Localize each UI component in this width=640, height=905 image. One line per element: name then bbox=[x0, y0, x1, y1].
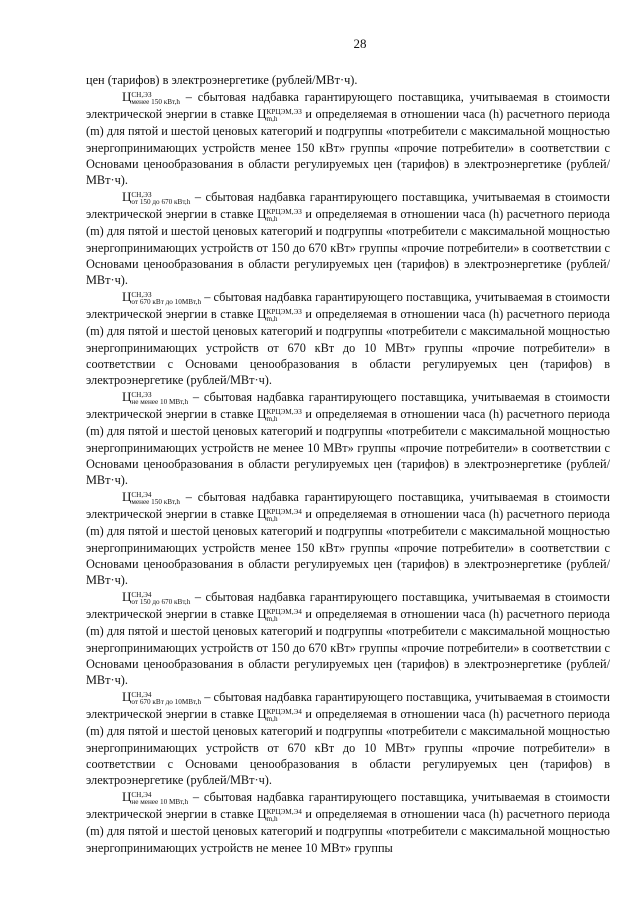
symbol-subscript: m,h bbox=[266, 315, 278, 324]
power-range: менее 150 кВт bbox=[260, 140, 339, 155]
tail-text: » группы «прочие потребители» в соответствии с Основами ценообразования в области регулируемых цен (тарифов) в электроэнергетике (рублей/МВт·ч). bbox=[86, 140, 610, 187]
symbol-letter: Ц bbox=[122, 689, 132, 705]
markup-symbol bbox=[122, 789, 189, 807]
symbol-letter: Ц bbox=[257, 506, 267, 522]
symbol-subscript: от 670 кВт до 10МВт,h bbox=[131, 698, 202, 707]
symbol-indices bbox=[131, 792, 188, 806]
symbol-letter: Ц bbox=[257, 706, 267, 722]
description-text: – сбытовая надбавка гарантирующего поставщика, учитываемая в стоимости электрической энергии в ставке bbox=[86, 290, 610, 322]
description-text: – сбытовая надбавка гарантирующего поставщика, учитываемая в стоимости электрической энергии в ставке bbox=[86, 590, 610, 622]
markup-symbol bbox=[122, 689, 202, 707]
tail-text: » группы «прочие потребители» в соответствии с Основами ценообразования в области регулируемых цен (тарифов) в электроэнергетике (рублей/МВт·ч). bbox=[86, 540, 610, 587]
symbol-subscript: m,h bbox=[266, 715, 278, 724]
symbol-subscript: m,h bbox=[266, 115, 278, 124]
symbol-subscript: m,h bbox=[266, 815, 278, 824]
description-text: – сбытовая надбавка гарантирующего поставщика, учитываемая в стоимости электрической энергии в ставке bbox=[86, 490, 610, 522]
symbol-indices bbox=[267, 209, 302, 223]
symbol-superscript: КРЦЭМ,ЭЗ bbox=[266, 208, 302, 217]
symbol-subscript: не менее 10 МВт,h bbox=[131, 398, 189, 407]
symbol-indices bbox=[131, 692, 201, 706]
rate-symbol bbox=[257, 606, 302, 624]
symbol-letter: Ц bbox=[257, 406, 267, 422]
symbol-letter: Ц bbox=[257, 806, 267, 822]
tail-text: » группы «прочие потребители» в соответствии с Основами ценообразования в области регулируемых цен (тарифов) в электроэнергетике (рублей/МВт·ч). bbox=[86, 640, 610, 687]
symbol-superscript: СН,ЭЗ bbox=[131, 91, 152, 100]
symbol-superscript: КРЦЭМ,ЭЗ bbox=[266, 408, 302, 417]
markup-symbol bbox=[122, 489, 181, 507]
rate-symbol bbox=[257, 106, 302, 124]
tariff-paragraph bbox=[86, 189, 610, 288]
rate-symbol bbox=[257, 306, 302, 324]
symbol-superscript: КРЦЭМ,Э4 bbox=[266, 608, 302, 617]
symbol-subscript: от 670 кВт до 10МВт,h bbox=[131, 298, 202, 307]
tariff-paragraph bbox=[86, 89, 610, 188]
tariff-paragraph bbox=[86, 789, 610, 855]
power-range: от 150 до 670 кВт bbox=[256, 640, 350, 655]
symbol-superscript: СН,Э4 bbox=[131, 691, 152, 700]
rate-symbol bbox=[257, 506, 302, 524]
determined-text: и определяемая в отношении часа (h) расчетного периода (m) для пятой и шестой ценовых категорий и подгруппы «потребители с максимальной мощностью энергопринимающих устройств bbox=[86, 407, 610, 455]
symbol-indices bbox=[131, 492, 180, 506]
symbol-superscript: СН,ЭЗ bbox=[131, 291, 152, 300]
determined-text: и определяемая в отношении часа (h) расчетного периода (m) для пятой и шестой ценовых категорий и подгруппы «потребители с максимальной мощностью энергопринимающих устройств bbox=[86, 807, 610, 855]
symbol-superscript: СН,Э4 bbox=[131, 791, 152, 800]
symbol-indices bbox=[131, 392, 188, 406]
tariff-paragraph bbox=[86, 489, 610, 588]
tail-text: » группы «прочие потребители» в соответствии с Основами ценообразования в области регулируемых цен (тарифов) в электроэнергетике (рублей/МВт·ч). bbox=[86, 340, 610, 387]
symbol-indices bbox=[267, 309, 302, 323]
determined-text: и определяемая в отношении часа (h) расчетного периода (m) для пятой и шестой ценовых категорий и подгруппы «потребители с максимальной мощностью энергопринимающих устройств bbox=[86, 707, 610, 755]
symbol-letter: Ц bbox=[122, 589, 132, 605]
symbol-letter: Ц bbox=[257, 206, 267, 222]
symbol-letter: Ц bbox=[257, 106, 267, 122]
determined-text: и определяемая в отношении часа (h) расчетного периода (m) для пятой и шестой ценовых категорий и подгруппы «потребители с максимальной мощностью энергопринимающих устройств bbox=[86, 107, 610, 155]
markup-symbol bbox=[122, 189, 191, 207]
power-range: менее 150 кВт bbox=[260, 540, 339, 555]
tariff-paragraph bbox=[86, 589, 610, 688]
symbol-subscript: от 150 до 670 кВт,h bbox=[131, 198, 191, 207]
symbol-subscript: m,h bbox=[266, 415, 278, 424]
power-range: не менее 10 МВт bbox=[256, 840, 345, 855]
symbol-indices bbox=[131, 192, 190, 206]
tail-text: » группы «прочие потребители» в соответствии с Основами ценообразования в области регулируемых цен (тарифов) в электроэнергетике (рублей/МВт·ч). bbox=[86, 240, 610, 287]
symbol-indices bbox=[131, 292, 201, 306]
symbol-subscript: m,h bbox=[266, 615, 278, 624]
tariff-paragraph bbox=[86, 389, 610, 488]
description-text: – сбытовая надбавка гарантирующего поставщика, учитываемая в стоимости электрической энергии в ставке bbox=[86, 790, 610, 822]
symbol-letter: Ц bbox=[122, 389, 132, 405]
markup-symbol bbox=[122, 589, 191, 607]
rate-symbol bbox=[257, 206, 302, 224]
symbol-subscript: m,h bbox=[266, 515, 278, 524]
symbol-indices bbox=[131, 592, 190, 606]
rate-symbol bbox=[257, 706, 302, 724]
symbol-superscript: СН,Э4 bbox=[131, 591, 152, 600]
symbol-letter: Ц bbox=[122, 789, 132, 805]
tariff-paragraph bbox=[86, 689, 610, 788]
symbol-letter: Ц bbox=[122, 289, 132, 305]
rate-symbol bbox=[257, 406, 302, 424]
symbol-subscript: менее 150 кВт,h bbox=[131, 98, 181, 107]
symbol-superscript: КРЦЭМ,Э4 bbox=[266, 708, 302, 717]
symbol-letter: Ц bbox=[122, 89, 132, 105]
symbol-letter: Ц bbox=[122, 489, 132, 505]
intro-line: цен (тарифов) в электроэнергетике (рублей/МВт·ч). bbox=[86, 73, 358, 87]
description-text: – сбытовая надбавка гарантирующего поставщика, учитываемая в стоимости электрической энергии в ставке bbox=[86, 690, 610, 722]
symbol-letter: Ц bbox=[122, 189, 132, 205]
power-range: от 670 кВт до 10 МВт bbox=[267, 740, 410, 755]
symbol-indices bbox=[267, 409, 302, 423]
power-range: от 150 до 670 кВт bbox=[256, 240, 350, 255]
power-range: от 670 кВт до 10 МВт bbox=[267, 340, 410, 355]
symbol-subscript: от 150 до 670 кВт,h bbox=[131, 598, 191, 607]
symbol-letter: Ц bbox=[257, 606, 267, 622]
symbol-indices bbox=[267, 809, 302, 823]
symbol-indices bbox=[267, 109, 302, 123]
tail-text: » группы bbox=[344, 840, 393, 855]
symbol-subscript: менее 150 кВт,h bbox=[131, 498, 181, 507]
paragraph-list bbox=[86, 89, 610, 855]
symbol-subscript: не менее 10 МВт,h bbox=[131, 798, 189, 807]
symbol-subscript: m,h bbox=[266, 215, 278, 224]
symbol-superscript: СН,Э4 bbox=[131, 491, 152, 500]
rate-symbol bbox=[257, 806, 302, 824]
determined-text: и определяемая в отношении часа (h) расчетного периода (m) для пятой и шестой ценовых категорий и подгруппы «потребители с максимальной мощностью энергопринимающих устройств bbox=[86, 607, 610, 655]
symbol-superscript: КРЦЭМ,ЭЗ bbox=[266, 308, 302, 317]
symbol-indices bbox=[131, 92, 180, 106]
determined-text: и определяемая в отношении часа (h) расчетного периода (m) для пятой и шестой ценовых категорий и подгруппы «потребители с максимальной мощностью энергопринимающих устройств bbox=[86, 207, 610, 255]
tail-text: » группы «прочие потребители» в соответствии с Основами ценообразования в области регулируемых цен (тарифов) в электроэнергетике (рублей/МВт·ч). bbox=[86, 740, 610, 787]
determined-text: и определяемая в отношении часа (h) расчетного периода (m) для пятой и шестой ценовых категорий и подгруппы «потребители с максимальной мощностью энергопринимающих устройств bbox=[86, 507, 610, 555]
power-range: не менее 10 МВт bbox=[257, 440, 348, 455]
description-text: – сбытовая надбавка гарантирующего поставщика, учитываемая в стоимости электрической энергии в ставке bbox=[86, 190, 610, 222]
tariff-paragraph bbox=[86, 289, 610, 388]
markup-symbol bbox=[122, 289, 202, 307]
symbol-superscript: КРЦЭМ,Э4 bbox=[266, 508, 302, 517]
symbol-indices bbox=[267, 709, 302, 723]
tail-text: » группы «прочие потребители» в соответствии с Основами ценообразования в области регулируемых цен (тарифов) в электроэнергетике (рублей/МВт·ч). bbox=[86, 440, 610, 487]
symbol-superscript: СН,ЭЗ bbox=[131, 191, 152, 200]
determined-text: и определяемая в отношении часа (h) расчетного периода (m) для пятой и шестой ценовых категорий и подгруппы «потребители с максимальной мощностью энергопринимающих устройств bbox=[86, 307, 610, 355]
symbol-indices bbox=[267, 509, 302, 523]
symbol-letter: Ц bbox=[257, 306, 267, 322]
symbol-superscript: КРЦЭМ,Э4 bbox=[266, 808, 302, 817]
symbol-indices bbox=[267, 609, 302, 623]
markup-symbol bbox=[122, 389, 189, 407]
page-number: 28 bbox=[353, 36, 367, 51]
description-text: – сбытовая надбавка гарантирующего поставщика, учитываемая в стоимости электрической энергии в ставке bbox=[86, 390, 610, 422]
description-text: – сбытовая надбавка гарантирующего поставщика, учитываемая в стоимости электрической энергии в ставке bbox=[86, 90, 610, 122]
symbol-superscript: СН,ЭЗ bbox=[131, 391, 152, 400]
symbol-superscript: КРЦЭМ,ЭЗ bbox=[266, 108, 302, 117]
markup-symbol bbox=[122, 89, 181, 107]
